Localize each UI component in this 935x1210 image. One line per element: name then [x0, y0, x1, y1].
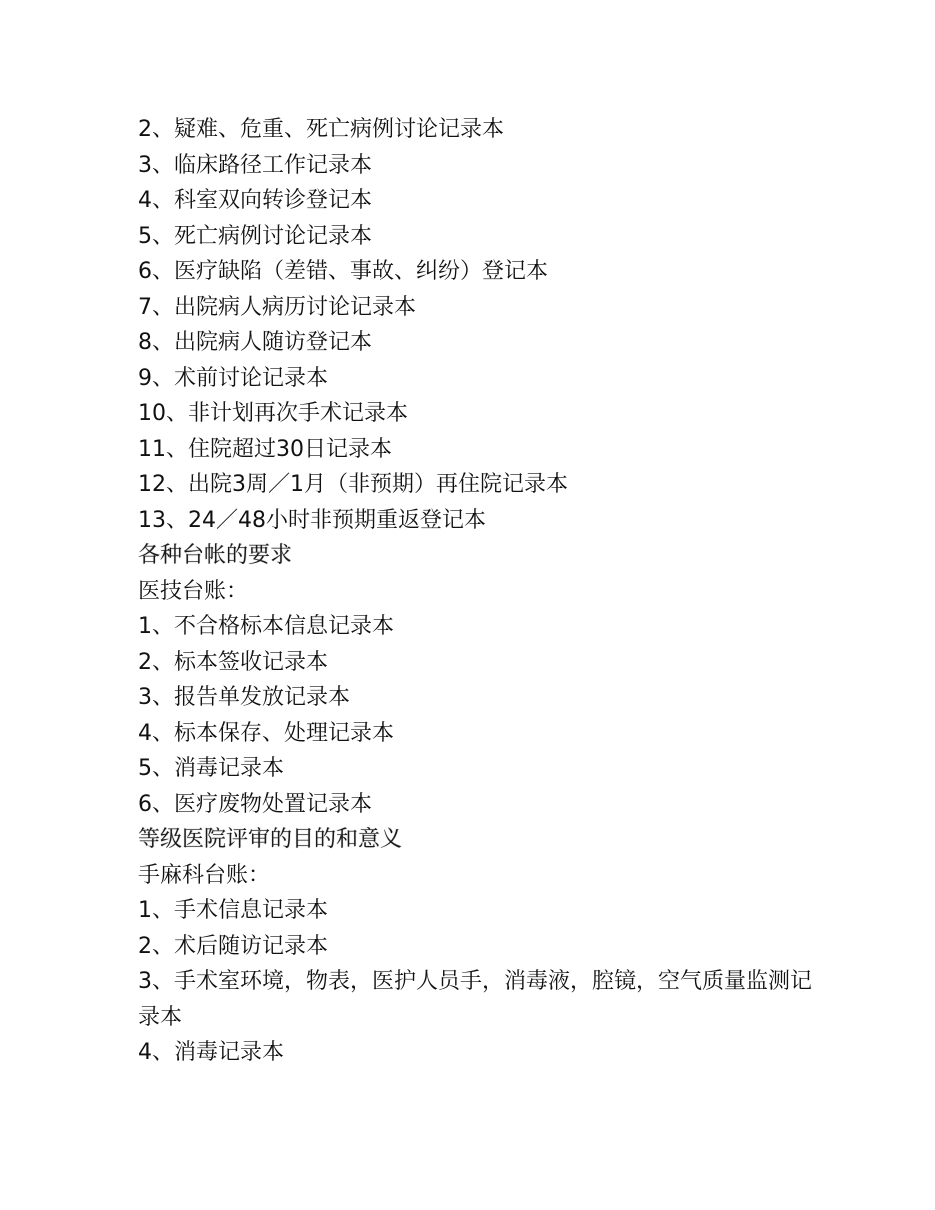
list-item: 9、术前讨论记录本 [138, 365, 328, 391]
section-heading: 各种台帐的要求 [138, 543, 293, 568]
list-item: 1、手术信息记录本 [138, 898, 328, 923]
list-item: 2、术后随访记录本 [138, 933, 328, 959]
list-item: 4、消毒记录本 [138, 1040, 284, 1065]
list-item: 11、住院超过30日记录本 [138, 436, 392, 462]
section-title-shouma: 手麻科台账： [138, 862, 271, 888]
list-item: 6、医疗废物处置记录本 [138, 791, 372, 817]
list-item: 4、标本保存、处理记录本 [138, 720, 394, 746]
list-item: 3、手术室环境，物表，医护人员手，消毒液，腔镜，空气质量监测记录本 [138, 969, 812, 1030]
list-item: 1、不合格标本信息记录本 [138, 614, 394, 639]
list-item: 2、疑难、危重、死亡病例讨论记录本 [138, 117, 504, 142]
list-item: 3、临床路径工作记录本 [138, 152, 372, 178]
list-item: 12、出院3周／1月（非预期）再住院记录本 [138, 472, 568, 497]
list-item: 8、出院病人随访登记本 [138, 330, 372, 355]
section-title-yiji: 医技台账： [138, 578, 249, 604]
list-item: 5、消毒记录本 [138, 756, 284, 781]
list-item: 4、科室双向转诊登记本 [138, 188, 372, 213]
document-body [138, 112, 818, 1071]
list-item: 3、报告单发放记录本 [138, 685, 350, 710]
list-item: 10、非计划再次手术记录本 [138, 401, 408, 426]
list-item: 2、标本签收记录本 [138, 649, 328, 675]
list-item: 6、医疗缺陷（差错、事故、纠纷）登记本 [138, 259, 548, 284]
section-heading: 等级医院评审的目的和意义 [138, 827, 403, 852]
list-item: 13、24／48小时非预期重返登记本 [138, 507, 486, 533]
list-item: 5、死亡病例讨论记录本 [138, 223, 372, 249]
list-item: 7、出院病人病历讨论记录本 [138, 294, 416, 320]
